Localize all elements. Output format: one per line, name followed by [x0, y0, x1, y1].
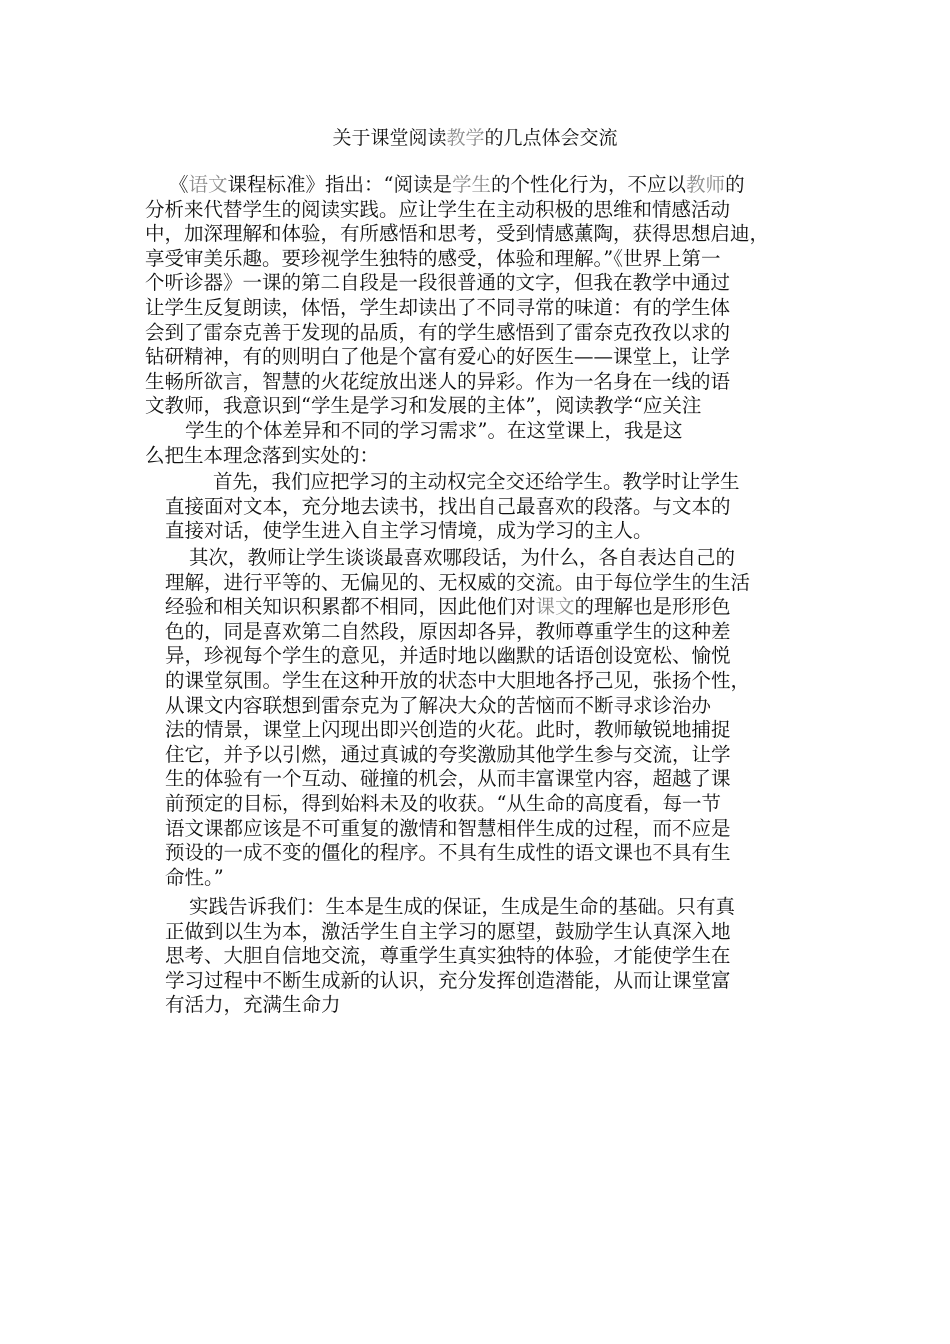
text-line	[165, 866, 815, 891]
text-line	[165, 944, 815, 969]
text-run: 享受审美乐趣。要珍视学生独特的感受，体验和理解。”《世界上第一	[145, 246, 721, 270]
document-title	[0, 125, 950, 151]
text-run: 直接面对文本，充分地去读书，找出自己最喜欢的段落。与文本的	[165, 494, 731, 518]
keyword-link[interactable]: 教师	[686, 173, 726, 196]
text-run: 前预定的目标，得到始料未及的收获。“从生命的高度看，每一节	[165, 791, 721, 815]
text-run: 法的情景，课堂上闪现出即兴创造的火花。此时，教师敏锐地捕捉	[165, 718, 731, 742]
text-line	[145, 222, 805, 247]
text-run: 会到了雷奈克善于发现的品质，有的学生感悟到了雷奈克孜孜以求的	[145, 320, 731, 344]
text-line	[145, 345, 805, 370]
text-run: 的课堂氛围。学生在这种开放的状态中大胆地各抒己见，张扬个性，	[165, 668, 751, 692]
text-run: 异，珍视每个学生的意见，并适时地以幽默的话语创设宽松、愉悦	[165, 644, 731, 668]
text-line	[165, 519, 815, 544]
text-line	[165, 841, 815, 866]
text-run: 分析来代替学生的阅读实践。应让学生在主动积极的思维和情感活动	[145, 197, 731, 221]
text-run: 实践告诉我们：生本是生成的保证，生成是生命的基础。只有真	[189, 895, 736, 918]
text-line	[165, 969, 815, 994]
text-run: 中，加深理解和体验，有所感悟和思考，受到情感薰陶，获得思想启迪，	[145, 222, 770, 246]
text-line	[165, 718, 815, 743]
text-line	[165, 571, 815, 596]
text-line	[165, 694, 815, 719]
text-run: 预设的一成不变的僵化的程序。不具有生成性的语文课也不具有生	[165, 841, 731, 865]
paragraph-first	[165, 470, 815, 544]
text-run: 住它，并予以引燃，通过真诚的夸奖激励其他学生参与交流，让学	[165, 742, 731, 766]
text-line	[165, 495, 815, 520]
text-line	[165, 644, 815, 669]
text-run: 生的体验有一个互动、碰撞的机会，从而丰富课堂内容，超越了课	[165, 767, 731, 791]
text-line	[145, 394, 805, 419]
text-line	[165, 620, 815, 645]
text-line	[145, 247, 805, 272]
text-run: 色的，同是喜欢第二自然段，原因却各异，教师尊重学生的这种差	[165, 619, 731, 643]
text-line	[165, 993, 815, 1018]
text-run: 思考、大胆自信地交流，尊重学生真实独特的体验，才能使学生在	[165, 944, 731, 968]
text-run: 学习过程中不断生成新的认识，充分发挥创造潜能，从而让课堂富	[165, 968, 731, 992]
text-line	[165, 743, 815, 768]
paragraph-conclusion	[165, 895, 815, 1018]
text-run: 命性。”	[165, 865, 224, 889]
keyword-link[interactable]: 课文	[535, 595, 575, 619]
text-line	[165, 895, 815, 920]
text-line	[145, 198, 805, 223]
text-run: 从课文内容联想到雷奈克为了解决大众的苦恼而不断寻求诊治办	[165, 693, 712, 717]
text-run: 的理解也是形形色	[574, 595, 731, 619]
paragraph-second	[165, 546, 815, 890]
text-line	[165, 767, 815, 792]
text-run: 理解，进行平等的、无偏见的、无权威的交流。由于每位学生的生活	[165, 570, 751, 594]
text-run: 正做到以生为本，激活学生自主学习的愿望，鼓励学生认真深入地	[165, 919, 731, 943]
text-line	[165, 817, 815, 842]
text-run: 直接对话，使学生进入自主学习情境，成为学习的主人。	[165, 519, 653, 543]
text-run: 生畅所欲言，智慧的火花绽放出迷人的异彩。作为一名身在一线的语	[145, 369, 731, 393]
text-run: 课程标准》指出：“阅读是	[227, 173, 453, 196]
paragraph-intro	[145, 173, 805, 468]
text-run: 个听诊器》一课的第二自段是一段很普通的文字，但我在教学中通过	[145, 271, 731, 295]
text-run: 文教师，我意识到“学生是学习和发展的主体”，阅读教学“应关注	[145, 394, 702, 418]
title-link-jiaoxue[interactable]: 教学	[446, 127, 485, 149]
text-run: 首先，我们应把学习的主动权完全交还给学生。教学时让学生	[213, 470, 740, 493]
text-run: 有活力，充满生命力	[165, 993, 341, 1017]
title-suffix: 的几点体会交流	[484, 127, 618, 149]
text-run: 学生的个体差异和不同的学习需求”。在这堂课上，我是这	[185, 418, 683, 442]
text-line	[145, 173, 805, 198]
text-line	[145, 419, 805, 444]
text-run: 钻研精神，有的则明白了他是个富有爱心的好医生——课堂上，让学	[145, 345, 731, 369]
text-line	[145, 296, 805, 321]
text-line	[145, 444, 805, 469]
text-line	[145, 271, 805, 296]
text-run: 的	[725, 173, 745, 196]
text-run: 让学生反复朗读，体悟，学生却读出了不同寻常的味道：有的学生体	[145, 295, 731, 319]
text-run: 么把生本理念落到实处的：	[145, 443, 380, 467]
text-line	[165, 669, 815, 694]
text-run: 其次，教师让学生谈谈最喜欢哪段话，为什么，各自表达自己的	[189, 546, 736, 569]
title-prefix: 关于课堂阅读	[332, 127, 447, 149]
text-line	[145, 370, 805, 395]
text-run: 经验和相关知识积累都不相同，因此他们对	[165, 595, 536, 619]
text-line	[165, 470, 815, 495]
keyword-link[interactable]: 语文	[188, 173, 228, 196]
text-line	[165, 920, 815, 945]
text-line	[145, 321, 805, 346]
keyword-link[interactable]: 学生	[452, 173, 492, 196]
text-line	[165, 546, 815, 571]
text-run: 《	[169, 173, 189, 196]
text-run: 语文课都应该是不可重复的激情和智慧相伴生成的过程，而不应是	[165, 816, 731, 840]
text-line	[165, 792, 815, 817]
text-run: 的个性化行为，不应以	[491, 173, 687, 196]
text-line	[165, 595, 815, 620]
